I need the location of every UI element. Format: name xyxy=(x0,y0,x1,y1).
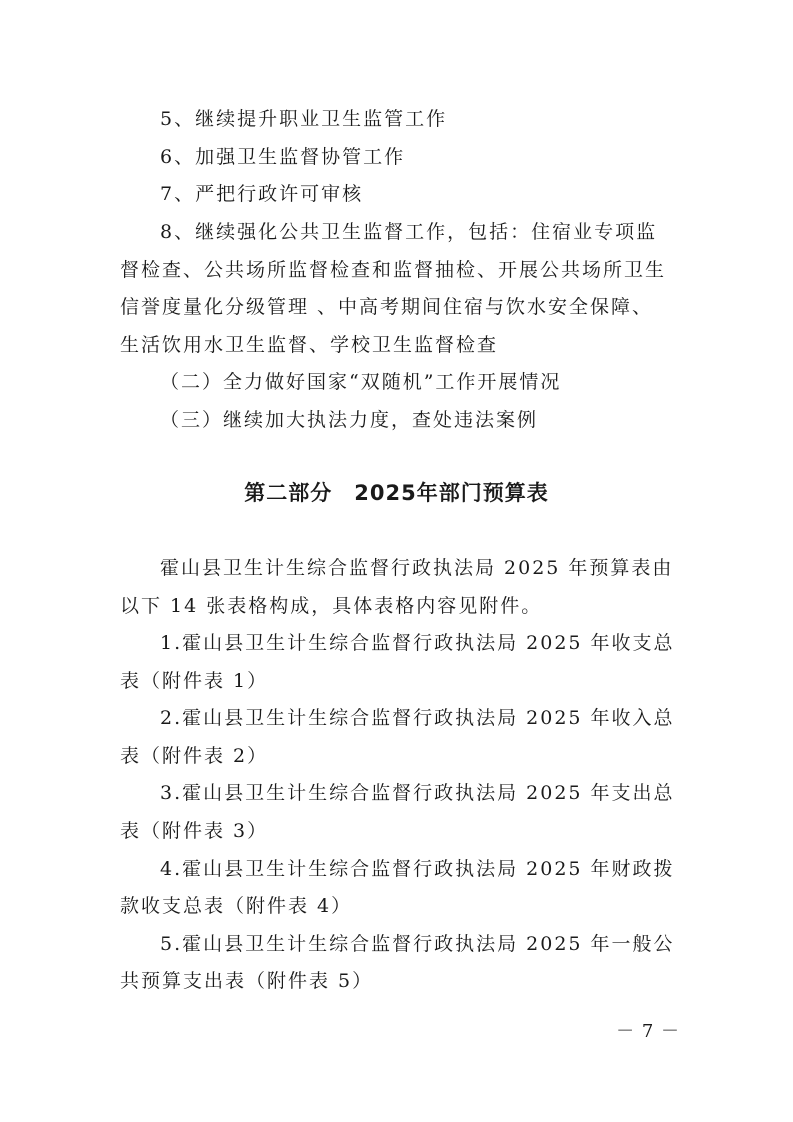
table-1-line-1: 1.霍山县卫生计生综合监督行政执法局 2025 年收支总 xyxy=(160,632,675,654)
work-item-8-line-2: 督检查、公共场所监督检查和监督抽检、开展公共场所卫生 xyxy=(120,259,667,281)
work-item-8-line-1: 8、继续强化公共卫生监督工作，包括：住宿业专项监 xyxy=(160,221,658,243)
work-item-5: 5、继续提升职业卫生监管工作 xyxy=(160,108,448,130)
intro-line-1: 霍山县卫生计生综合监督行政执法局 2025 年预算表由 xyxy=(160,557,674,579)
work-item-6: 6、加强卫生监督协管工作 xyxy=(160,146,406,168)
table-1-line-2: 表（附件表 1） xyxy=(120,670,269,692)
page-number: － 7 － xyxy=(616,1021,680,1042)
table-3-line-1: 3.霍山县卫生计生综合监督行政执法局 2025 年支出总 xyxy=(160,782,675,804)
table-5-line-1: 5.霍山县卫生计生综合监督行政执法局 2025 年一般公 xyxy=(160,933,675,955)
table-3-line-2: 表（附件表 3） xyxy=(120,820,269,842)
table-4-line-2: 款收支总表（附件表 4） xyxy=(120,895,353,917)
work-item-8-line-4: 生活饮用水卫生监督、学校卫生监督检查 xyxy=(120,334,499,356)
table-2-line-2: 表（附件表 2） xyxy=(120,745,269,767)
table-2-line-1: 2.霍山县卫生计生综合监督行政执法局 2025 年收入总 xyxy=(160,707,675,729)
subsection-three: （三）继续加大执法力度，查处违法案例 xyxy=(160,409,539,431)
intro-line-2: 以下 14 张表格构成，具体表格内容见附件。 xyxy=(120,595,543,617)
table-4-line-1: 4.霍山县卫生计生综合监督行政执法局 2025 年财政拨 xyxy=(160,858,675,880)
work-item-7: 7、严把行政许可审核 xyxy=(160,183,364,205)
section-two-title: 第二部分 2025年部门预算表 xyxy=(244,481,549,505)
work-item-8-line-3: 信誉度量化分级管理 、中高考期间住宿与饮水安全保障、 xyxy=(120,296,654,318)
subsection-two: （二）全力做好国家“双随机”工作开展情况 xyxy=(160,371,562,393)
table-5-line-2: 共预算支出表（附件表 5） xyxy=(120,970,374,992)
